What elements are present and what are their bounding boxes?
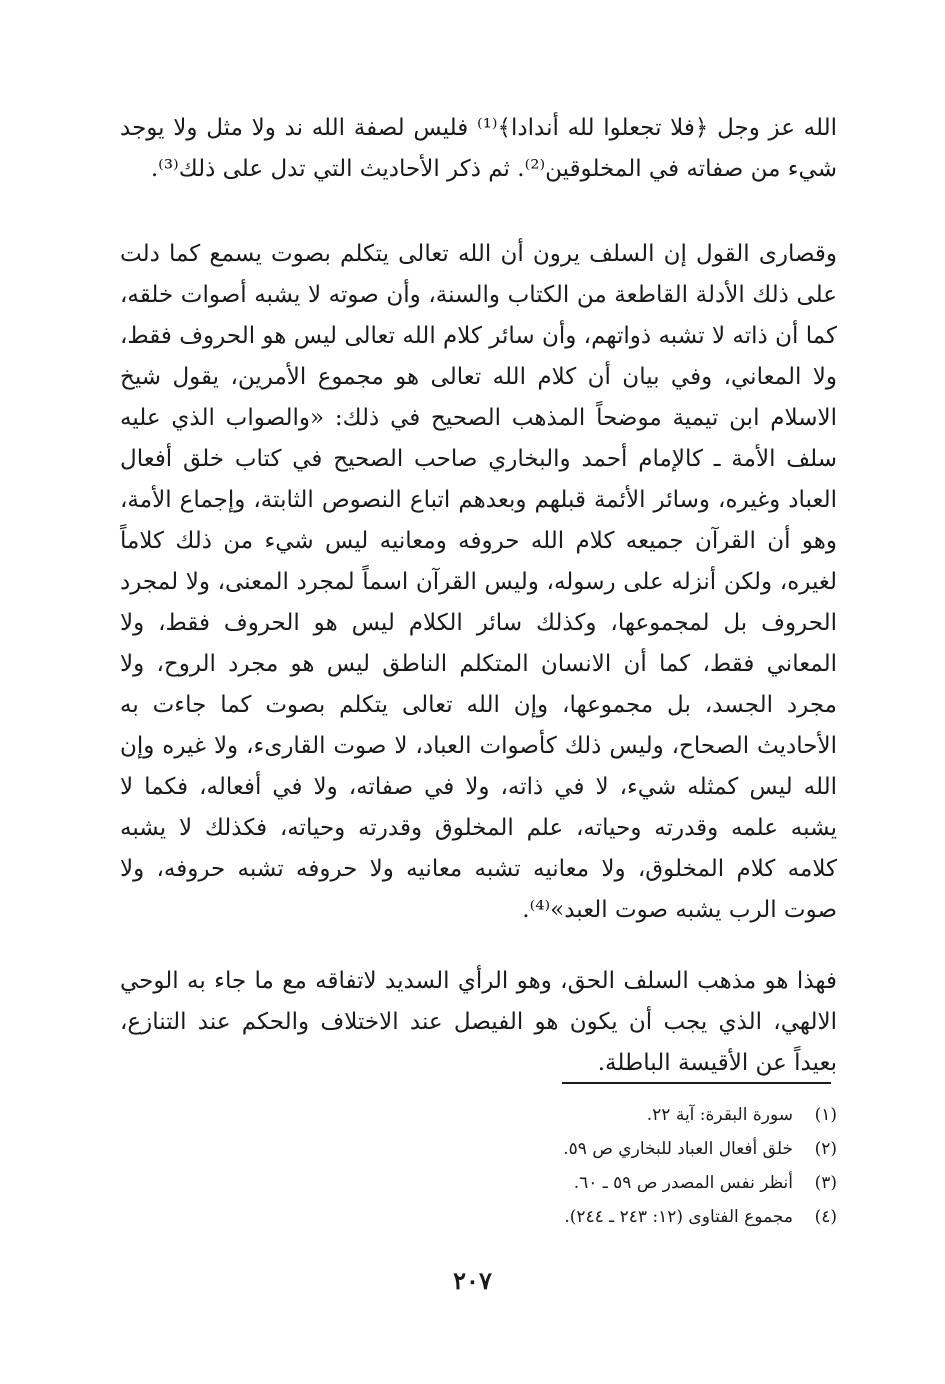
footnote-number: (١) — [814, 1105, 837, 1125]
footnote-text: سورة البقرة: آية ٢٢. — [646, 1105, 793, 1125]
paragraph-2: وقصارى القول إن السلف يرون أن الله تعالى يتكلم بصوت يسمع كما دلت على ذلك الأدلة القاطعة من الكتاب والسنة، وأن صوته لا يشبه أصوات خلقه، كما أن ذاته لا تشبه ذواتهم، وأن سائر كلام الله تعالى ليس هو الحروف فقط، ولا المعاني، وفي بيان أن كلام الله تعالى هو مجموع الأمرين، يقول شيخ الاسلام ابن تيمية موضحاً المذهب الصحيح في ذلك: «والصواب الذي عليه سلف الأمة ـ كالإمام أحمد والبخاري صاحب الصحيح في كتاب خلق أفعال العباد وغيره، وسائر الأئمة قبلهم وبعدهم اتباع النصوص الثابتة، وإجماع الأمة، وهو أن القرآن جميعه كلام الله حروفه ومعانيه ليس شيء من ذلك كلاماً لغيره، ولكن أنزله على رسوله، وليس القرآن اسماً لمجرد المعنى، ولا لمجرد الحروف بل لمجموعها، وكذلك سائر الكلام ليس هو الحروف فقط، ولا المعاني فقط، كما أن الانسان المتكلم الناطق ليس هو مجرد الروح، ولا مجرد الجسد، بل مجموعها، وإن الله تعالى يتكلم بصوت كما جاءت به الأحاديث الصحاح، وليس ذلك كأصوات العباد، لا صوت القارىء، ولا غيره وإن الله ليس كمثله شيء، لا في ذاته، ولا في صفاته، ولا في أفعاله، فكما لا يشبه علمه وقدرته وحياته، علم المخلوق وقدرته وحياته، فكذلك لا يشبه كلامه كلام المخلوق، ولا معانيه تشبه معانيه ولا حروفه تشبه حروفه، ولا صوت الرب يشبه صوت العبد»⁽⁴⁾. — [120, 241, 837, 923]
page-number: ٢٠٧ — [453, 1266, 492, 1295]
paragraph-3: فهذا هو مذهب السلف الحق، وهو الرأي السديد لاتفاقه مع ما جاء به الوحي الالهي، الذي يجب أن يكون هو الفيصل عند الاختلاف والحكم عند التنازع، بعيداً عن الأقيسة الباطلة. — [120, 968, 837, 1076]
footnote-number: (٣) — [814, 1173, 837, 1193]
footnote-text: خلق أفعال العباد للبخاري ص ٥٩. — [563, 1139, 793, 1159]
footnote-item — [237, 1098, 837, 1132]
paragraph-1: الله عز وجل ﴿فلا تجعلوا لله أندادا﴾⁽¹⁾ فليس لصفة الله ند ولا مثل ولا يوجد شيء من صفاته في المخلوقين⁽²⁾. ثم ذكر الأحاديث التي تدل على ذلك⁽³⁾. — [120, 115, 837, 182]
footnote-divider — [562, 1082, 831, 1084]
footnote-text: أنظر نفس المصدر ص ٥٩ ـ ٦٠. — [573, 1173, 793, 1193]
footnote-item — [237, 1200, 837, 1234]
footnotes — [237, 1098, 837, 1234]
footnote-number: (٢) — [814, 1139, 837, 1159]
page-body — [120, 108, 837, 1084]
footnote-item — [237, 1132, 837, 1166]
footnote-item — [237, 1166, 837, 1200]
footnote-number: (٤) — [814, 1207, 837, 1227]
footnote-text: مجموع الفتاوى (١٢: ٢٤٣ ـ ٢٤٤). — [564, 1207, 793, 1227]
